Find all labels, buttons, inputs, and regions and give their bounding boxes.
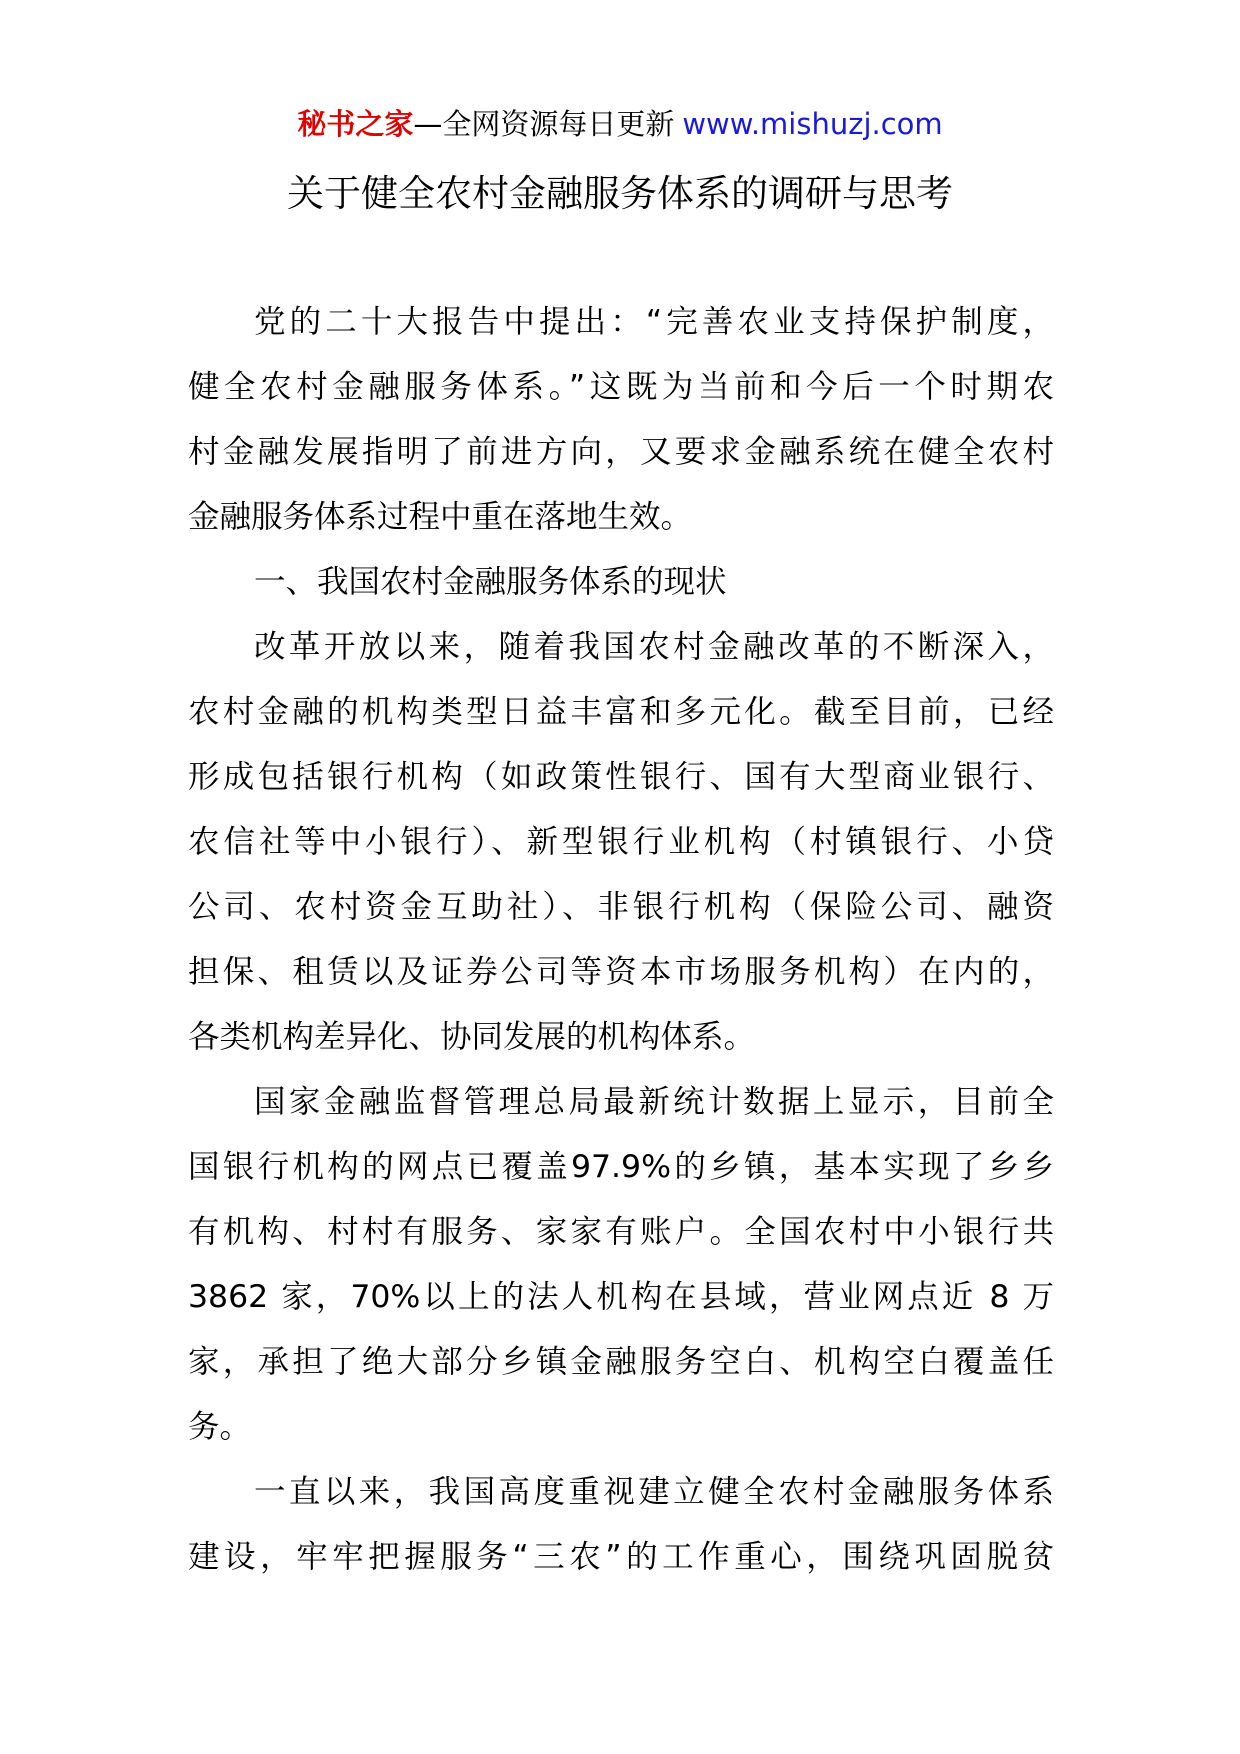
site-url-link[interactable]: www.mishuzj.com xyxy=(682,107,943,141)
brand-name: 秘书之家 xyxy=(297,107,414,141)
body-line: 担保、租赁以及证券公司等资本市场服务机构）在内的， xyxy=(188,954,1054,990)
body-line: 国银行机构的网点已覆盖97.9%的乡镇，基本实现了乡乡 xyxy=(188,1149,1054,1185)
document-body xyxy=(188,290,1054,1590)
body-line: 健全农村金融服务体系。”这既为当前和今后一个时期农 xyxy=(188,369,1054,405)
body-line: 务。 xyxy=(188,1409,252,1445)
body-line: 一直以来，我国高度重视建立健全农村金融服务体系 xyxy=(254,1474,1054,1510)
site-header xyxy=(0,104,1240,144)
body-line: 改革开放以来，随着我国农村金融改革的不断深入， xyxy=(254,629,1054,665)
body-line: 农信社等中小银行）、新型银行业机构（村镇银行、小贷 xyxy=(188,824,1054,860)
header-tagline: —全网资源每日更新 xyxy=(413,107,675,141)
body-line: 农村金融的机构类型日益丰富和多元化。截至目前，已经 xyxy=(188,694,1054,730)
body-line: 建设，牢牢把握服务“三农”的工作重心，围绕巩固脱贫 xyxy=(188,1539,1054,1575)
section-heading: 一、我国农村金融服务体系的现状 xyxy=(254,564,727,600)
body-line: 金融服务体系过程中重在落地生效。 xyxy=(188,499,693,535)
body-line: 党的二十大报告中提出：“完善农业支持保护制度， xyxy=(254,304,1054,340)
body-line: 3862 家，70%以上的法人机构在县域，营业网点近 8 万 xyxy=(188,1279,1054,1315)
body-line: 村金融发展指明了前进方向，又要求金融系统在健全农村 xyxy=(188,434,1054,470)
body-line: 各类机构差异化、协同发展的机构体系。 xyxy=(188,1019,756,1055)
document-title: 关于健全农村金融服务体系的调研与思考 xyxy=(287,172,953,215)
body-line: 家，承担了绝大部分乡镇金融服务空白、机构空白覆盖任 xyxy=(188,1344,1054,1380)
body-line: 公司、农村资金互助社）、非银行机构（保险公司、融资 xyxy=(188,889,1054,925)
body-line: 国家金融监督管理总局最新统计数据上显示，目前全 xyxy=(254,1084,1054,1120)
body-line: 形成包括银行机构（如政策性银行、国有大型商业银行、 xyxy=(188,759,1054,795)
body-line: 有机构、村村有服务、家家有账户。全国农村中小银行共 xyxy=(188,1214,1054,1250)
